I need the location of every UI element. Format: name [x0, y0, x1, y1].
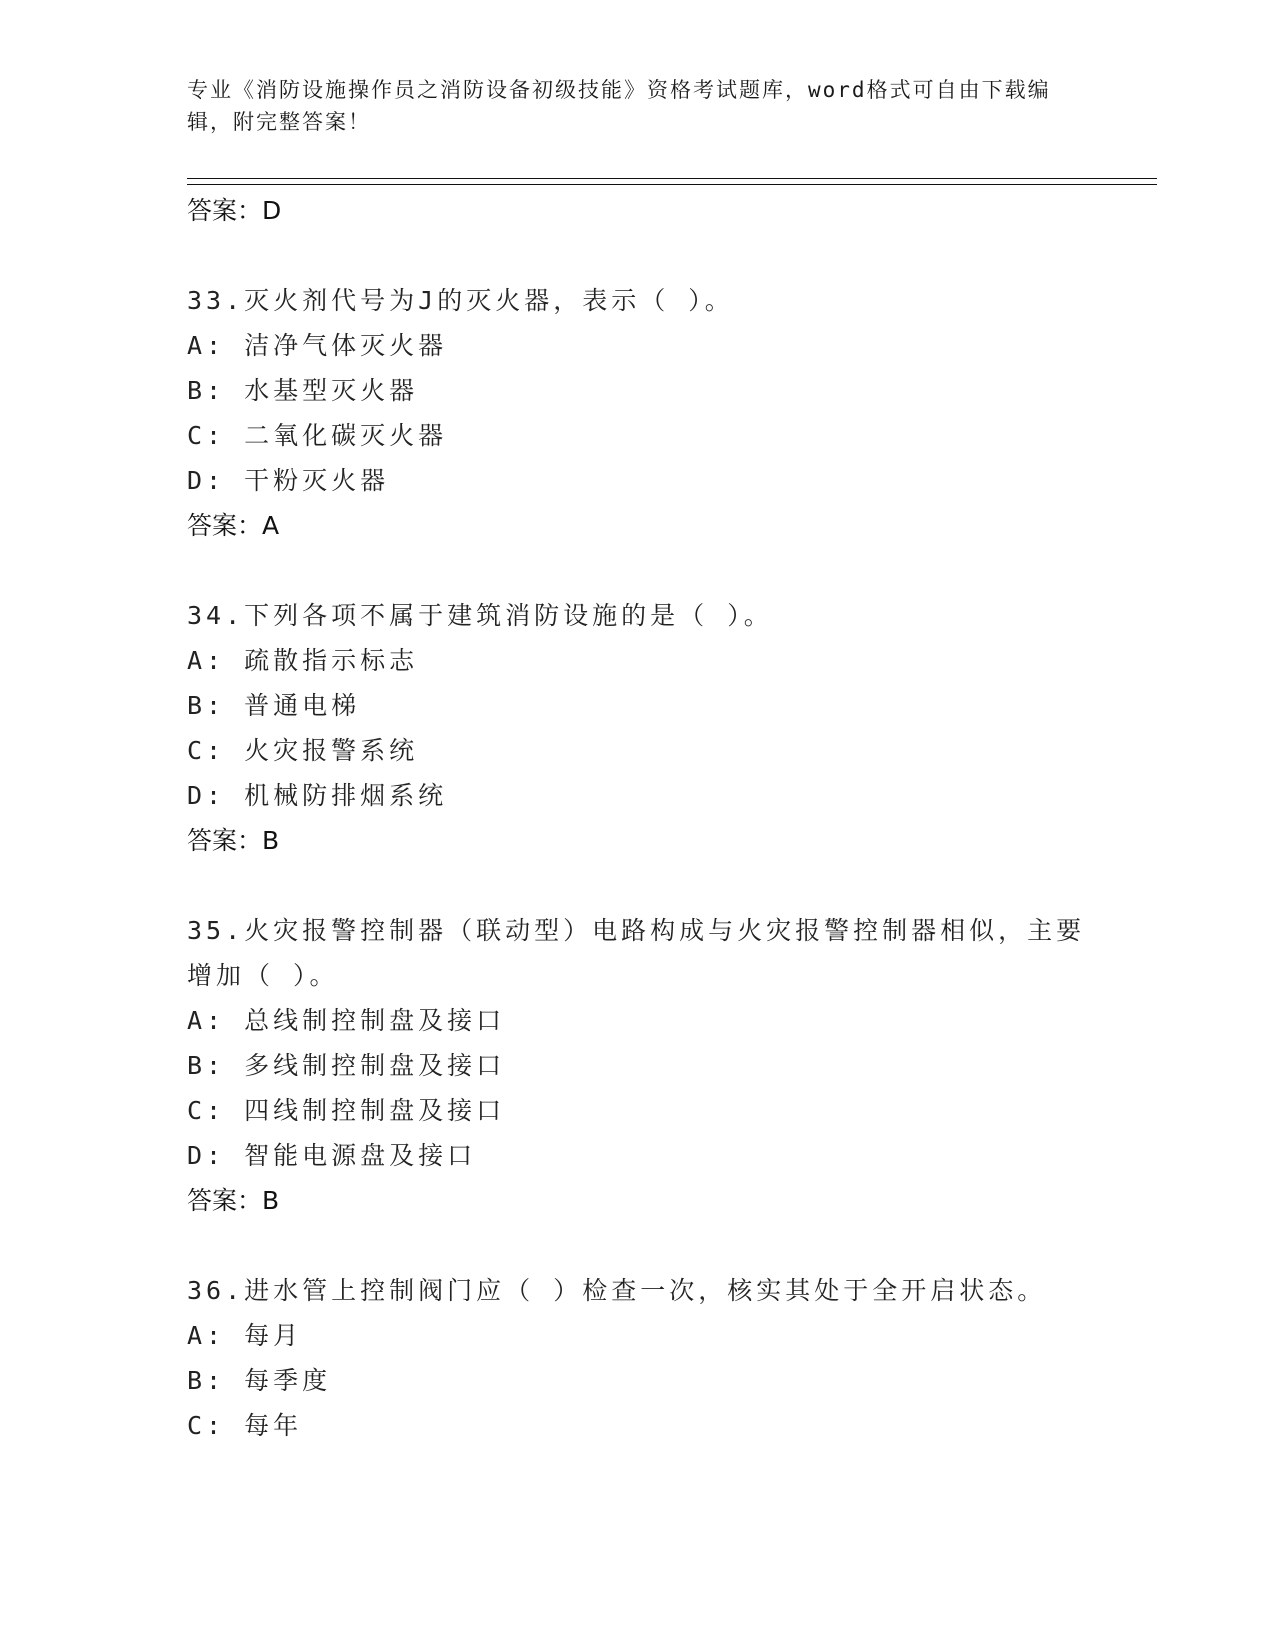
question-list	[187, 188, 1087, 1448]
question-36	[187, 1268, 1087, 1448]
option-b: B: 普通电梯	[187, 691, 361, 720]
option-c: C: 四线制控制盘及接口	[187, 1096, 506, 1125]
question-34	[187, 593, 1087, 864]
question-text: 33.灭火剂代号为J的灭火器，表示（ ）。	[187, 286, 734, 315]
option-d: D: 智能电源盘及接口	[187, 1141, 477, 1170]
question-text: 36.进水管上控制阀门应（ ）检查一次，核实其处于全开启状态。	[187, 1276, 1047, 1305]
question-text: 35.火灾报警控制器（联动型）电路构成与火灾报警控制器相似，主要增加（ ）。	[187, 916, 1086, 990]
option-c: C: 二氧化碳灭火器	[187, 421, 448, 450]
option-d: D: 干粉灭火器	[187, 466, 390, 495]
answer-line: 答案：B	[187, 826, 280, 855]
option-c: C: 火灾报警系统	[187, 736, 419, 765]
answer-line: 答案：D	[187, 196, 282, 225]
question-35	[187, 908, 1087, 1224]
option-b: B: 水基型灭火器	[187, 376, 419, 405]
option-d: D: 机械防排烟系统	[187, 781, 448, 810]
option-a: A: 总线制控制盘及接口	[187, 1006, 506, 1035]
document-header: 专业《消防设施操作员之消防设备初级技能》资格考试题库，word格式可自由下载编辑，附完整答案！	[187, 78, 1051, 134]
option-b: B: 多线制控制盘及接口	[187, 1051, 506, 1080]
option-b: B: 每季度	[187, 1366, 332, 1395]
question-33	[187, 278, 1087, 549]
option-a: A: 每月	[187, 1321, 303, 1350]
answer-line: 答案：B	[187, 1186, 280, 1215]
question-text: 34.下列各项不属于建筑消防设施的是（ ）。	[187, 601, 773, 630]
option-c: C: 每年	[187, 1411, 303, 1440]
option-a: A: 疏散指示标志	[187, 646, 419, 675]
answer-line: 答案：A	[187, 511, 280, 540]
option-a: A: 洁净气体灭火器	[187, 331, 448, 360]
header-divider	[187, 178, 1157, 185]
